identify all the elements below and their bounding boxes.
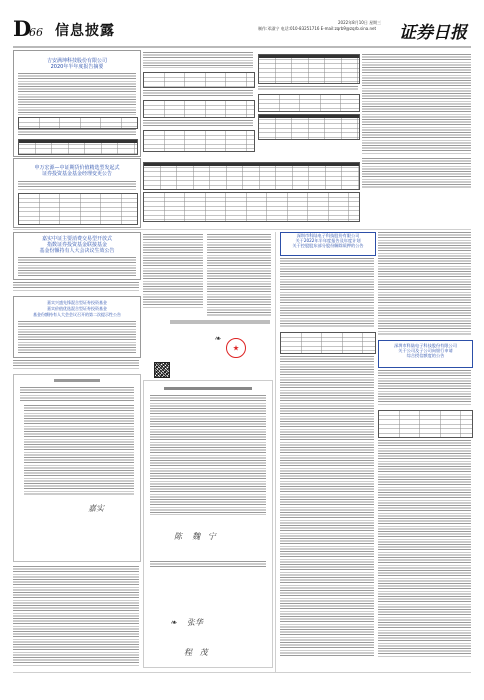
notice-2-body: [18, 181, 136, 191]
notice-1-body: [18, 73, 136, 115]
notice-4-body-continued: [13, 360, 139, 370]
date-line: 2022年8月10日 星期三: [338, 20, 382, 25]
notice-6-body: [378, 370, 471, 406]
notice-5: [280, 232, 376, 256]
signature-4: ❧ 张华: [170, 618, 203, 627]
masthead: [13, 14, 471, 44]
notice-5-body: [280, 258, 374, 328]
header-rule: [13, 46, 471, 48]
notice-1: [13, 50, 141, 157]
notice-5-title: 深圳市科陆电子科技股份有限公司 关于2022年半年度报告及年度计划 关于控股股东部分股份解除质押的公告: [292, 233, 364, 248]
left-lower-text: [13, 566, 139, 666]
notice-6-body-2: [378, 440, 471, 658]
center-text-2: [207, 234, 271, 316]
notice-5-body-2: [280, 356, 374, 656]
contact-line: 制作:邓淑宁 电话:010-83251716 E-mail:zqrb9@zqrb.sina.net: [258, 26, 377, 31]
notice-5-right-text: [378, 232, 471, 336]
notice-4-title: 嘉实兴盛先锋混合型证券投资基金 嘉实价值优选混合型证券投资基金 基金份额持有人大会会议召开的第二次提示性公告: [33, 300, 121, 317]
notice-6-table: [378, 410, 473, 438]
center-note: [170, 320, 270, 324]
signature-5: 程 茂: [184, 648, 208, 657]
center-text-1: [143, 234, 203, 308]
notice-3-body: [18, 257, 136, 277]
signature-2: 嘉实: [88, 504, 104, 513]
notice-6-title: 深圳市科陆电子科技股份有限公司 关于公司及子公司向银行申请 综合授信额度的公告: [394, 343, 457, 358]
notice-2-tables: [143, 158, 358, 226]
section-letter: D: [13, 16, 32, 41]
notice-6: [378, 340, 473, 368]
brand-logo: 证券日报: [399, 23, 467, 43]
notice-1-table-2: [18, 139, 138, 155]
page-number: 66: [29, 26, 43, 39]
notice-1-continued: [143, 50, 253, 155]
notice-3-body-left: [13, 282, 139, 292]
notice-1-text-right: [362, 50, 471, 220]
notice-3-title: 嘉实中证主要消费交易型开放式 指数证券投资基金联接基金 基金份额持有人大会决议生效公告: [39, 236, 115, 254]
scanned-document-center: [143, 380, 273, 668]
notice-2: [13, 158, 141, 228]
signature-3: 陈 魏 宁: [174, 532, 216, 541]
scanned-letter: [13, 374, 141, 562]
notice-2-table: [18, 193, 138, 225]
company-seal: [226, 338, 246, 358]
notice-2-title: 申万宏源—中证期货价值精选型发起式 证券投资基金基金经理变更公告: [34, 165, 120, 177]
notice-5-table: [280, 332, 376, 354]
notice-3: [13, 232, 141, 280]
notice-1-table: [18, 117, 138, 129]
notice-4-body: [18, 321, 136, 355]
notice-4: [13, 296, 141, 358]
notice-1-body-2: [18, 129, 136, 137]
qr-code: [154, 362, 170, 378]
signature-1: ❧: [214, 334, 221, 343]
notice-1-title: 吉安满坤科技股份有限公司 2020年半年度报告摘要: [46, 58, 107, 70]
section-title: 信息披露: [55, 23, 115, 39]
